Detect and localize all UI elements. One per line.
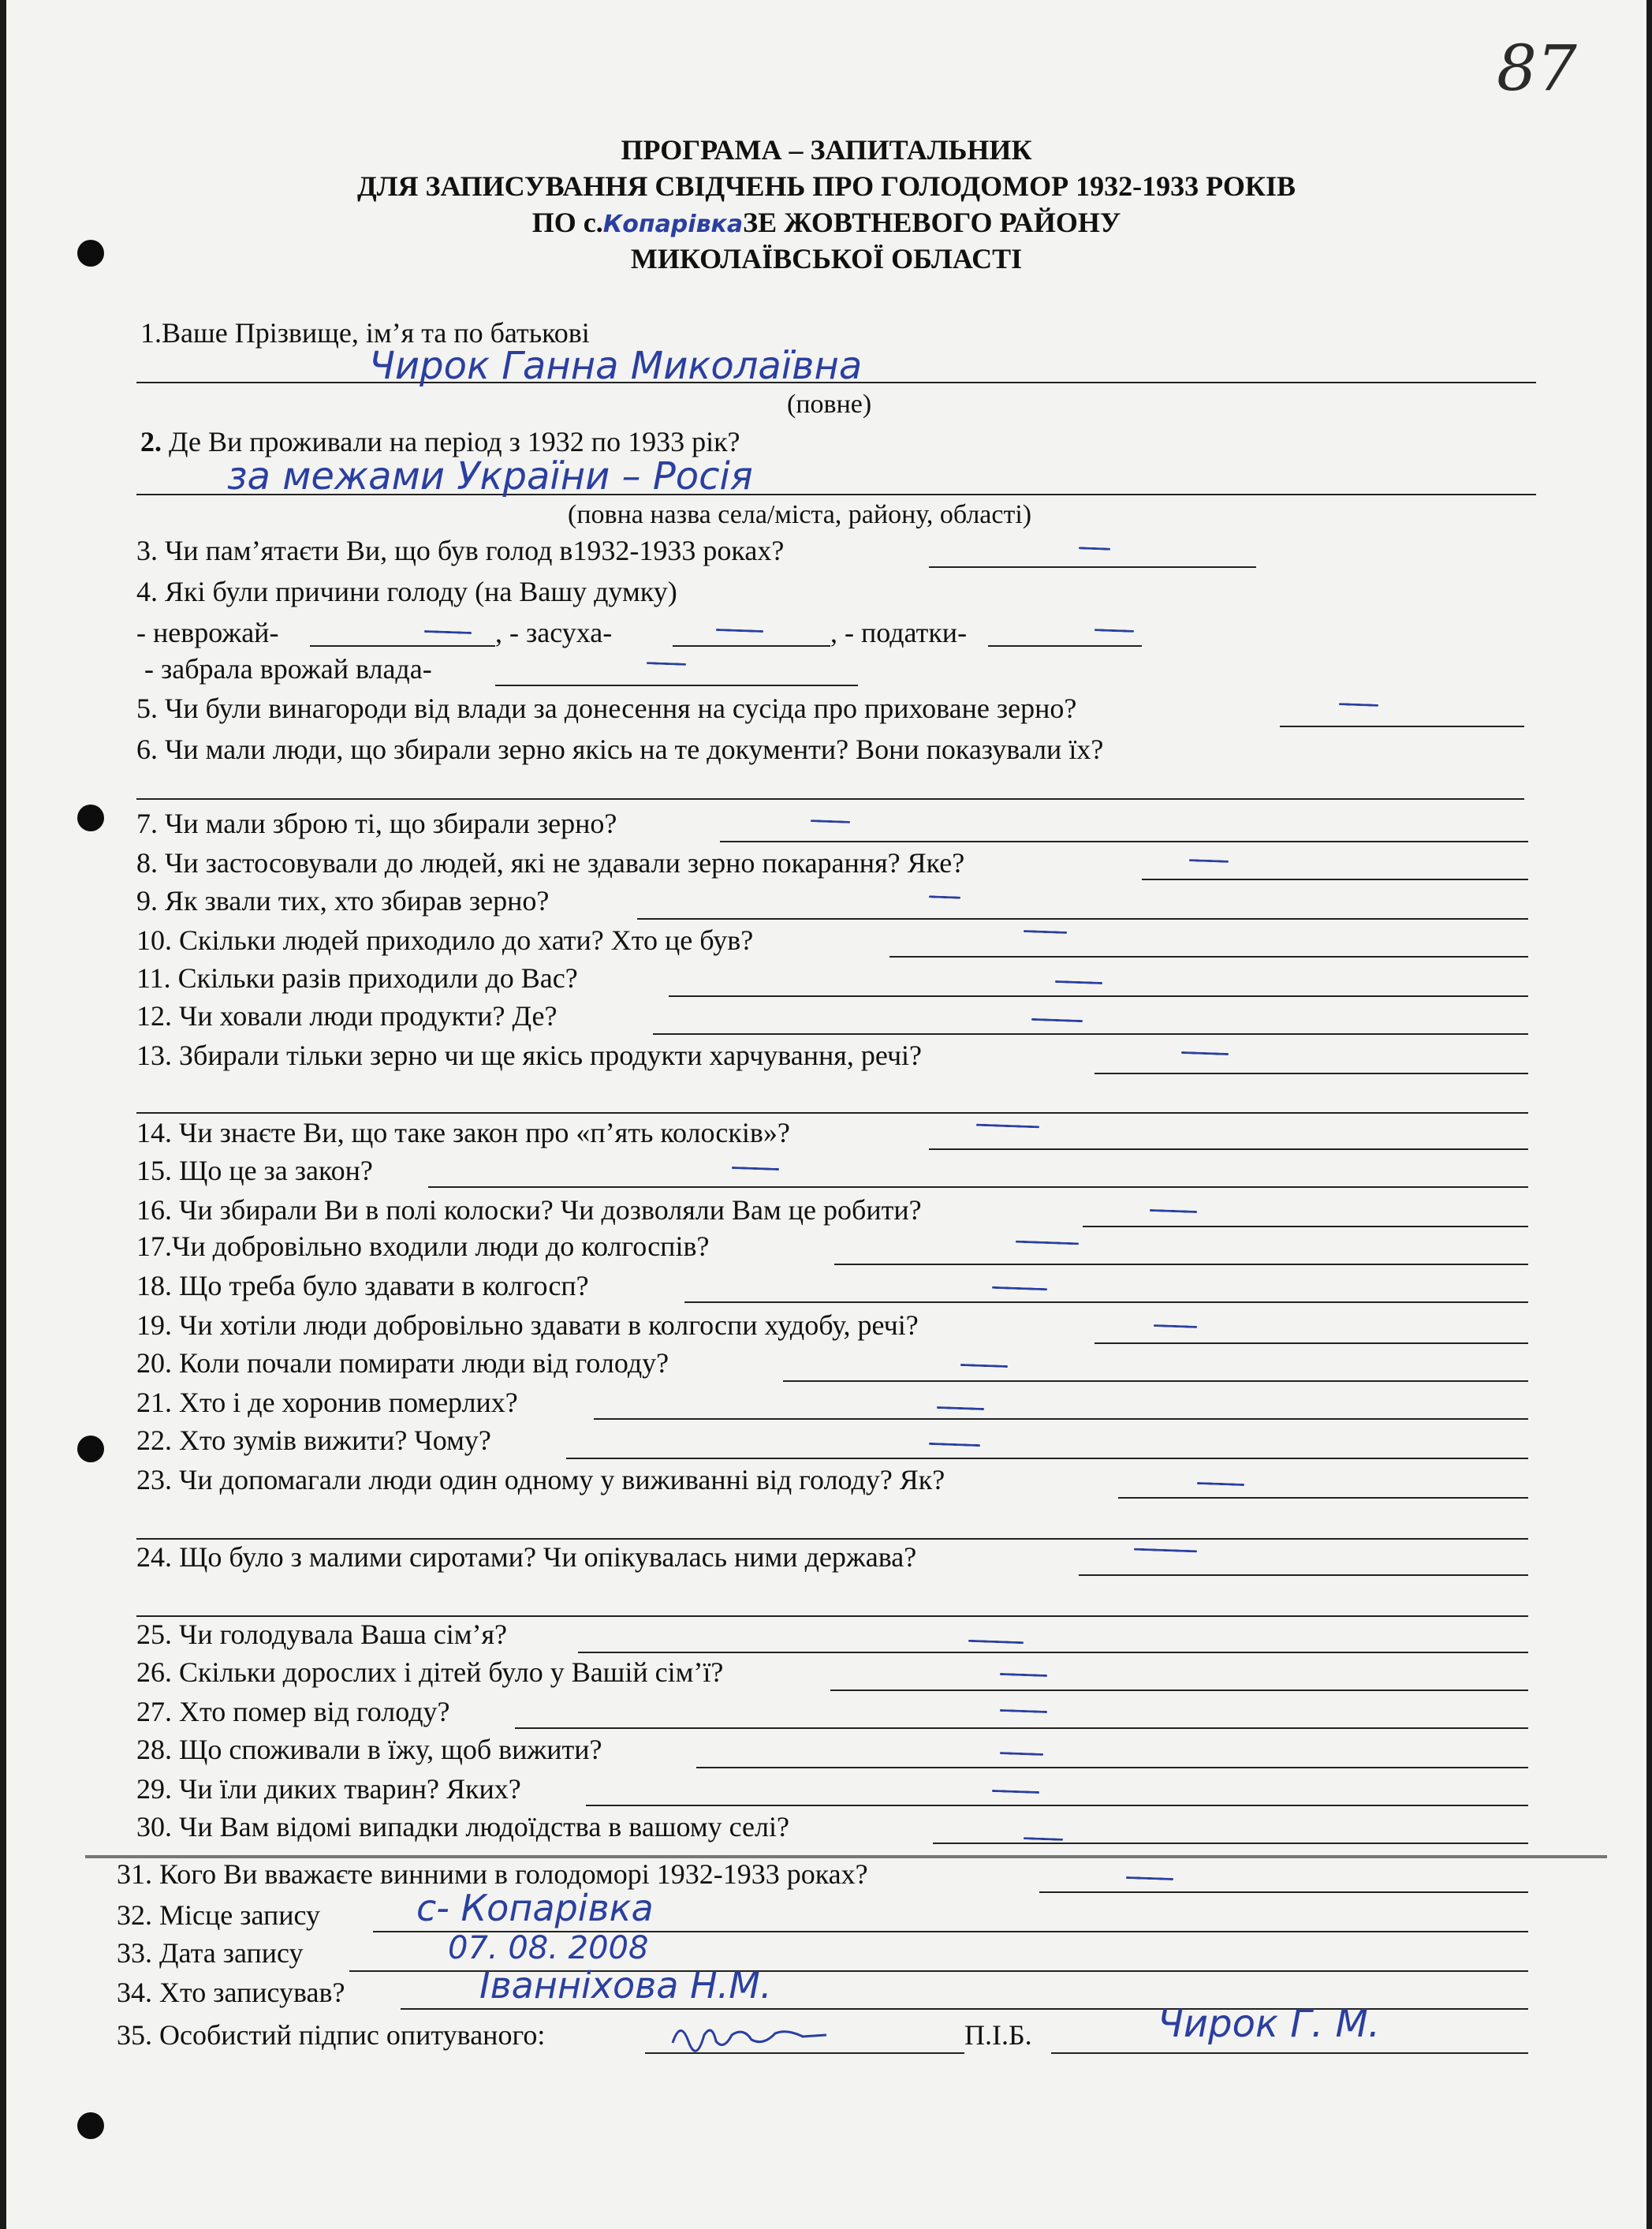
handwritten-dash bbox=[960, 1364, 1008, 1368]
question-27: 27. Хто помер від голоду? bbox=[136, 1696, 450, 1727]
handwritten-dash bbox=[1339, 703, 1378, 707]
answer-line bbox=[1083, 1226, 1528, 1227]
question-5: 5. Чи були винагороди від влади за донесення на сусіда про приховане зерно? bbox=[136, 693, 1077, 724]
question-17: 17.Чи добровільно входили люди до колгоспів? bbox=[136, 1230, 710, 1262]
handwritten-dash bbox=[1126, 1876, 1173, 1880]
handwritten-dash bbox=[992, 1790, 1039, 1794]
question-2-text: Де Ви проживали на період з 1932 по 1933 рік? bbox=[169, 426, 740, 457]
question-4-d: - забрала врожай влада- bbox=[144, 653, 432, 685]
title-line-1: ПРОГРАМА – ЗАПИТАЛЬНИК bbox=[621, 134, 1032, 166]
answer-line bbox=[1079, 1574, 1528, 1576]
handwritten-dash bbox=[1181, 1051, 1229, 1055]
handwritten-dash bbox=[1000, 1673, 1047, 1677]
question-24: 24. Що було з малими сиротами? Чи опікувалась ними держава? bbox=[136, 1541, 917, 1573]
question-19: 19. Чи хотіли люди добровільно здавати в колгоспи худобу, речі? bbox=[136, 1309, 919, 1341]
handwritten-pib: Чирок Г. М. bbox=[1158, 2002, 1381, 2046]
answer-line bbox=[1142, 879, 1528, 880]
handwritten-village: Копарівка bbox=[602, 211, 744, 238]
answer-line bbox=[653, 1033, 1528, 1035]
handwritten-dash bbox=[811, 820, 850, 823]
handwritten-dash bbox=[1016, 1241, 1079, 1245]
handwritten-answer-1: Чирок Ганна Миколаївна bbox=[369, 344, 863, 388]
handwritten-dash bbox=[992, 1286, 1047, 1290]
question-8: 8. Чи застосовували до людей, які не здавали зерно покарання? Яке? bbox=[136, 847, 965, 879]
answer-line bbox=[1118, 1497, 1528, 1499]
question-9: 9. Як звали тих, хто збирав зерно? bbox=[136, 885, 550, 917]
handwritten-dash bbox=[1150, 1209, 1197, 1213]
answer-line bbox=[696, 1767, 1528, 1768]
title-prefix: ПО с. bbox=[531, 207, 603, 238]
question-2 bbox=[140, 428, 740, 456]
answer-line bbox=[933, 1843, 1528, 1844]
handwritten-signature bbox=[669, 2011, 866, 2059]
pib-label: П.І.Б. bbox=[964, 2019, 1032, 2051]
punch-hole bbox=[77, 1436, 104, 1462]
question-26: 26. Скільки дорослих і дітей було у Вашій сім’ї? bbox=[136, 1656, 724, 1688]
handwritten-record-date: 07. 08. 2008 bbox=[448, 1930, 649, 1966]
answer-line bbox=[515, 1727, 1528, 1729]
answer-line bbox=[578, 1652, 1528, 1653]
question-4-b: , - засуха- bbox=[495, 617, 613, 648]
handwritten-dash bbox=[716, 629, 763, 633]
answer-line bbox=[834, 1264, 1528, 1265]
handwritten-dash bbox=[1154, 1324, 1197, 1328]
question-32: 32. Місце запису bbox=[117, 1899, 320, 1931]
answer-line bbox=[310, 645, 495, 647]
handwritten-dash bbox=[1079, 547, 1110, 550]
answer-line bbox=[428, 1186, 1528, 1188]
question-34: 34. Хто записував? bbox=[117, 1977, 345, 2008]
answer-line bbox=[783, 1380, 1528, 1382]
question-25: 25. Чи голодувала Ваша сім’я? bbox=[136, 1619, 508, 1650]
handwritten-dash bbox=[929, 1443, 980, 1447]
question-10: 10. Скільки людей приходило до хати? Хто це був? bbox=[136, 924, 754, 956]
question-13: 13. Збирали тільки зерно чи ще якісь продукти харчування, речі? bbox=[136, 1040, 923, 1071]
answer-line bbox=[136, 1615, 1528, 1617]
question-3: 3. Чи пам’ятаєти Ви, що був голод в1932-1933 роках? bbox=[136, 535, 785, 566]
handwritten-recorder: Іванніхова Н.М. bbox=[479, 1964, 772, 2007]
handwritten-dash bbox=[976, 1124, 1039, 1129]
handwritten-dash bbox=[1094, 629, 1134, 633]
answer-line bbox=[684, 1301, 1528, 1303]
question-28: 28. Що споживали в їжу, щоб вижити? bbox=[136, 1734, 602, 1765]
punch-hole bbox=[77, 805, 104, 831]
answer-line bbox=[594, 1418, 1528, 1420]
answer-line bbox=[673, 645, 830, 647]
question-6: 6. Чи мали люди, що збирали зерно якісь на те документи? Вони показували їх? bbox=[136, 734, 1104, 765]
handwritten-dash bbox=[929, 895, 960, 898]
question-14: 14. Чи знаєте Ви, що таке закон про «п’ять колосків»? bbox=[136, 1117, 790, 1148]
caption-full: (повне) bbox=[787, 390, 872, 419]
question-31: 31. Кого Ви вважаєте винними в голодоморі 1932-1933 роках? bbox=[117, 1858, 868, 1890]
handwritten-dash bbox=[1024, 1837, 1063, 1841]
question-20: 20. Коли почали помирати люди від голоду? bbox=[136, 1347, 669, 1379]
question-11: 11. Скільки разів приходили до Вас? bbox=[136, 962, 578, 994]
answer-line bbox=[1280, 726, 1524, 727]
answer-line bbox=[136, 1112, 1528, 1114]
punch-hole bbox=[77, 2112, 104, 2139]
question-35: 35. Особистий підпис опитуваного: bbox=[117, 2019, 546, 2051]
answer-line bbox=[929, 1148, 1528, 1150]
question-15: 15. Що це за закон? bbox=[136, 1155, 373, 1186]
question-29: 29. Чи їли диких тварин? Яких? bbox=[136, 1773, 521, 1805]
question-4: 4. Які були причини голоду (на Вашу думку) bbox=[136, 576, 677, 607]
handwritten-dash bbox=[937, 1406, 984, 1410]
handwritten-dash bbox=[647, 662, 686, 666]
question-18: 18. Що треба було здавати в колгосп? bbox=[136, 1270, 589, 1301]
answer-line bbox=[929, 566, 1256, 568]
title-line-2: ДЛЯ ЗАПИСУВАННЯ СВІДЧЕНЬ ПРО ГОЛОДОМОР 1932-1933 РОКІВ bbox=[356, 170, 1296, 202]
page-number: 87 bbox=[1497, 32, 1577, 105]
answer-line bbox=[495, 685, 858, 686]
title-line-4: МИКОЛАЇВСЬКОЇ ОБЛАСТІ bbox=[630, 243, 1023, 274]
answer-line bbox=[136, 1538, 1528, 1540]
answer-line bbox=[720, 841, 1528, 842]
question-4-a: - неврожай- bbox=[136, 617, 279, 648]
answer-line bbox=[586, 1805, 1528, 1806]
question-30: 30. Чи Вам відомі випадки людоїдства в вашому селі? bbox=[136, 1811, 789, 1843]
questionnaire-sheet bbox=[6, 0, 1646, 2229]
answer-line bbox=[637, 918, 1528, 920]
handwritten-dash bbox=[1197, 1482, 1244, 1486]
question-23: 23. Чи допомагали люди один одному у виживанні від голоду? Як? bbox=[136, 1464, 945, 1495]
answer-line bbox=[1094, 1342, 1528, 1344]
answer-line bbox=[566, 1458, 1528, 1459]
answer-line bbox=[669, 995, 1528, 997]
answer-line bbox=[1051, 2052, 1528, 2054]
handwritten-dash bbox=[1000, 1752, 1043, 1756]
answer-line bbox=[988, 645, 1142, 647]
question-4-c: , - податки- bbox=[830, 617, 968, 648]
answer-line bbox=[136, 798, 1524, 800]
handwritten-answer-2: за межами України – Росія bbox=[227, 454, 753, 498]
answer-line bbox=[830, 1689, 1528, 1691]
handwritten-dash bbox=[1134, 1548, 1197, 1553]
answer-line bbox=[889, 956, 1528, 958]
handwritten-dash bbox=[1024, 930, 1067, 934]
handwritten-dash bbox=[1055, 980, 1102, 984]
handwritten-dash bbox=[732, 1167, 779, 1171]
handwritten-dash bbox=[424, 630, 472, 634]
title-suffix: ЗЕ ЖОВТНЕВОГО РАЙОНУ bbox=[743, 207, 1121, 238]
question-1: 1.Ваше Прізвище, ім’я та по батькові bbox=[140, 317, 590, 349]
handwritten-dash bbox=[968, 1640, 1024, 1644]
caption-place: (повна назва села/міста, району, області) bbox=[568, 500, 1032, 529]
handwritten-dash bbox=[1189, 859, 1229, 863]
question-2-number: 2. bbox=[140, 426, 162, 457]
question-21: 21. Хто і де хоронив померлих? bbox=[136, 1387, 518, 1418]
title-line-3 bbox=[6, 208, 1646, 237]
question-12: 12. Чи ховали люди продукти? Де? bbox=[136, 1000, 558, 1032]
question-16: 16. Чи збирали Ви в полі колоски? Чи дозволяли Вам це робити? bbox=[136, 1194, 922, 1226]
handwritten-record-place: с- Копарівка bbox=[416, 1887, 654, 1929]
handwritten-dash bbox=[1000, 1709, 1047, 1713]
answer-line bbox=[1094, 1073, 1528, 1074]
handwritten-dash bbox=[1031, 1018, 1083, 1022]
question-7: 7. Чи мали зброю ті, що збирали зерно? bbox=[136, 808, 617, 839]
question-22: 22. Хто зумів вижити? Чому? bbox=[136, 1424, 491, 1456]
answer-line bbox=[1039, 1891, 1528, 1893]
question-33: 33. Дата запису bbox=[117, 1937, 304, 1969]
